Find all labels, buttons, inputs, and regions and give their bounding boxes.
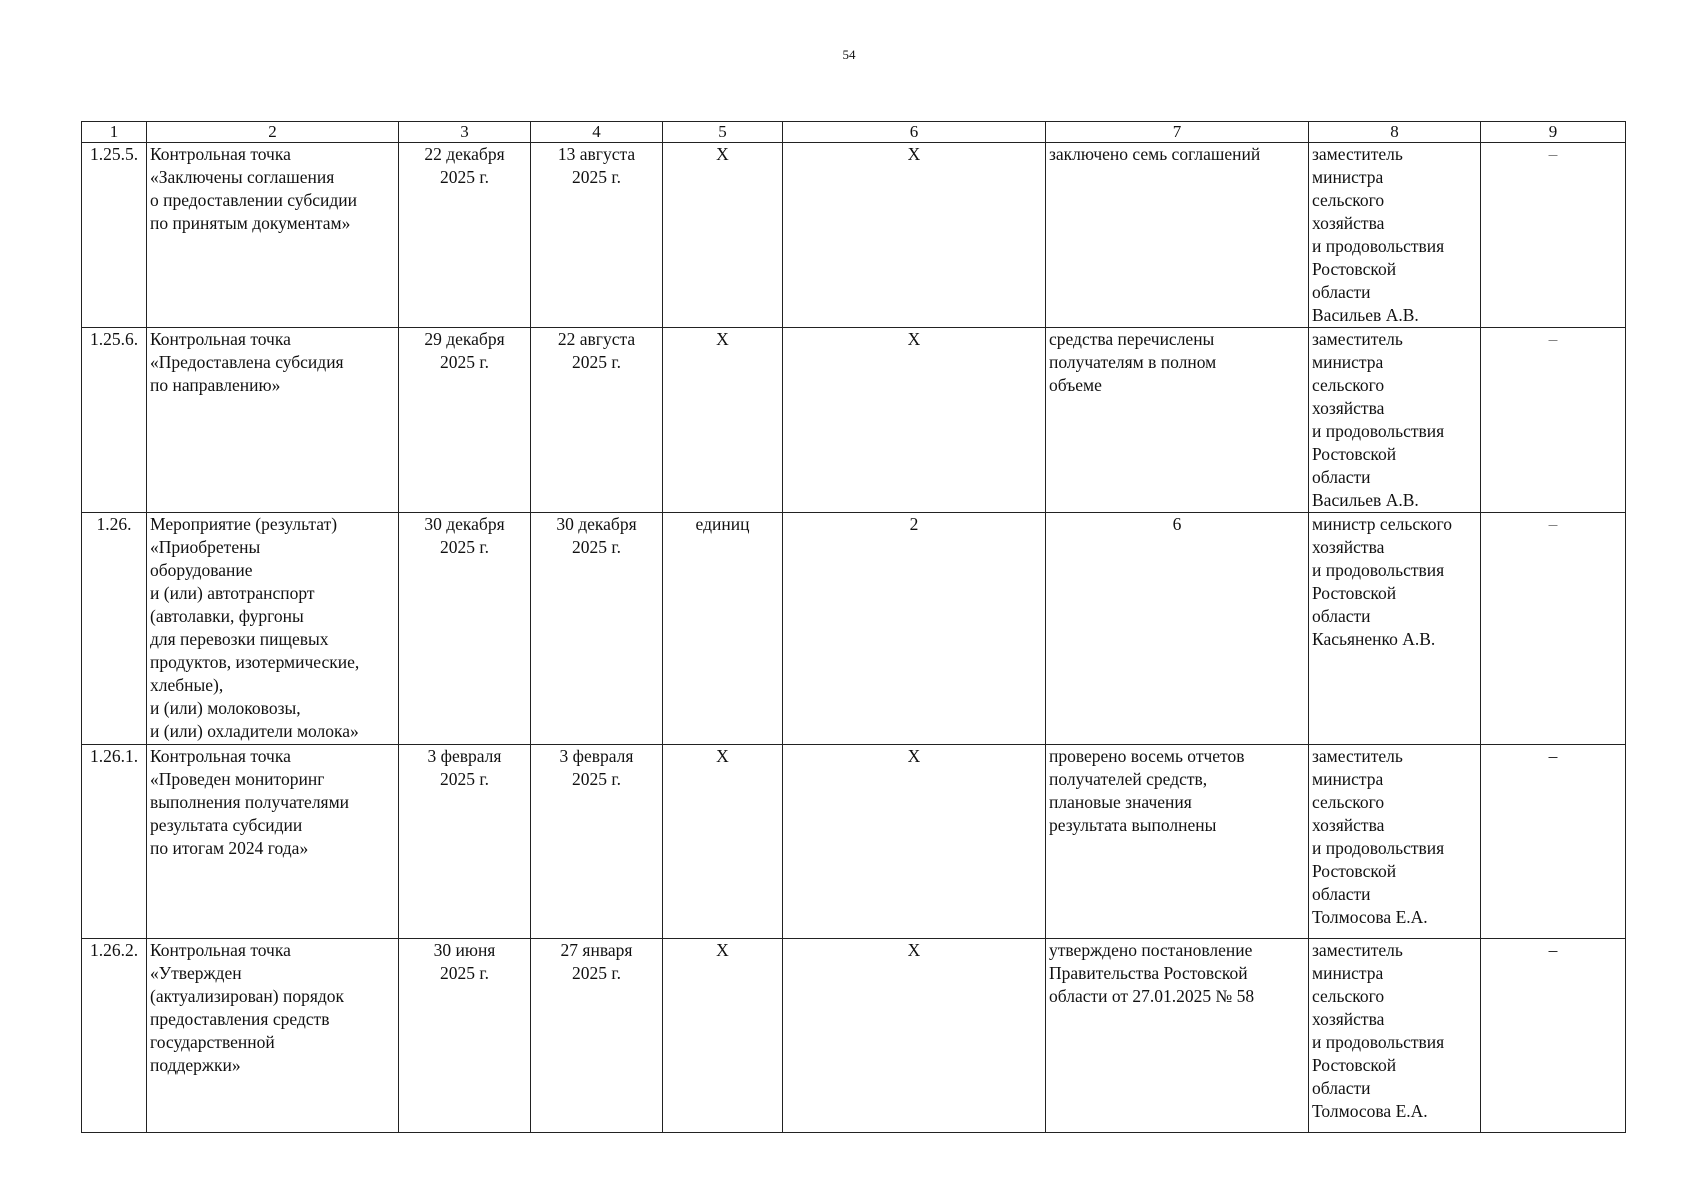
header-cell: 2	[147, 122, 399, 143]
plan-date: 30 декабря 2025 г.	[399, 513, 531, 745]
responsible: заместитель министра сельского хозяйства и продовольствия Ростовской области Васильев А.В.	[1309, 328, 1481, 513]
plan-value: Х	[783, 328, 1046, 513]
row-name: Контрольная точка «Предоставлена субсидия по направлению»	[147, 328, 399, 513]
fact-date: 27 января 2025 г.	[531, 939, 663, 1133]
result: утверждено постановление Правительства Ростовской области от 27.01.2025 № 58	[1046, 939, 1309, 1133]
table-row	[82, 939, 1626, 1133]
row-number: 1.26.1.	[82, 745, 147, 939]
report-table	[81, 121, 1626, 1133]
result: средства перечислены получателям в полном объеме	[1046, 328, 1309, 513]
responsible: министр сельского хозяйства и продовольствия Ростовской области Касьяненко А.В.	[1309, 513, 1481, 745]
unit: Х	[663, 745, 783, 939]
fact-date: 22 августа 2025 г.	[531, 328, 663, 513]
fact-date: 3 февраля 2025 г.	[531, 745, 663, 939]
result: заключено семь соглашений	[1046, 143, 1309, 328]
row-name: Контрольная точка «Проведен мониторинг выполнения получателями результата субсидии по итогам 2024 года»	[147, 745, 399, 939]
plan-date: 29 декабря 2025 г.	[399, 328, 531, 513]
responsible: заместитель министра сельского хозяйства и продовольствия Ростовской области Васильев А.В.	[1309, 143, 1481, 328]
table-row	[82, 745, 1626, 939]
header-cell: 1	[82, 122, 147, 143]
table-row	[82, 328, 1626, 513]
plan-date: 3 февраля 2025 г.	[399, 745, 531, 939]
unit: единиц	[663, 513, 783, 745]
row-name: Контрольная точка «Заключены соглашения о предоставлении субсидии по принятым документам»	[147, 143, 399, 328]
row-name: Мероприятие (результат) «Приобретены оборудование и (или) автотранспорт (автолавки, фургоны для перевозки пищевых продуктов, изотермические, хлебные), и (или) молоковозы, и (или) охладители молока»	[147, 513, 399, 745]
row-number: 1.26.	[82, 513, 147, 745]
unit: Х	[663, 939, 783, 1133]
note: –	[1481, 143, 1626, 328]
header-row	[82, 122, 1626, 143]
header-cell: 6	[783, 122, 1046, 143]
row-name: Контрольная точка «Утвержден (актуализирован) порядок предоставления средств государственной поддержки»	[147, 939, 399, 1133]
result: проверено восемь отчетов получателей средств, плановые значения результата выполнены	[1046, 745, 1309, 939]
unit: Х	[663, 143, 783, 328]
plan-value: 2	[783, 513, 1046, 745]
result: 6	[1046, 513, 1309, 745]
fact-date: 13 августа 2025 г.	[531, 143, 663, 328]
row-number: 1.26.2.	[82, 939, 147, 1133]
note: –	[1481, 745, 1626, 939]
row-number: 1.25.5.	[82, 143, 147, 328]
responsible: заместитель министра сельского хозяйства и продовольствия Ростовской области Толмосова Е.А.	[1309, 745, 1481, 939]
page-number: 54	[842, 47, 856, 62]
unit: Х	[663, 328, 783, 513]
table-row	[82, 143, 1626, 328]
fact-date: 30 декабря 2025 г.	[531, 513, 663, 745]
note: –	[1481, 939, 1626, 1133]
table-row	[82, 513, 1626, 745]
header-cell: 7	[1046, 122, 1309, 143]
header-cell: 5	[663, 122, 783, 143]
plan-date: 22 декабря 2025 г.	[399, 143, 531, 328]
responsible: заместитель министра сельского хозяйства и продовольствия Ростовской области Толмосова Е.А.	[1309, 939, 1481, 1133]
plan-date: 30 июня 2025 г.	[399, 939, 531, 1133]
plan-value: Х	[783, 939, 1046, 1133]
header-cell: 9	[1481, 122, 1626, 143]
note: –	[1481, 328, 1626, 513]
header-cell: 4	[531, 122, 663, 143]
note: –	[1481, 513, 1626, 745]
plan-value: Х	[783, 143, 1046, 328]
header-cell: 3	[399, 122, 531, 143]
header-cell: 8	[1309, 122, 1481, 143]
plan-value: Х	[783, 745, 1046, 939]
row-number: 1.25.6.	[82, 328, 147, 513]
